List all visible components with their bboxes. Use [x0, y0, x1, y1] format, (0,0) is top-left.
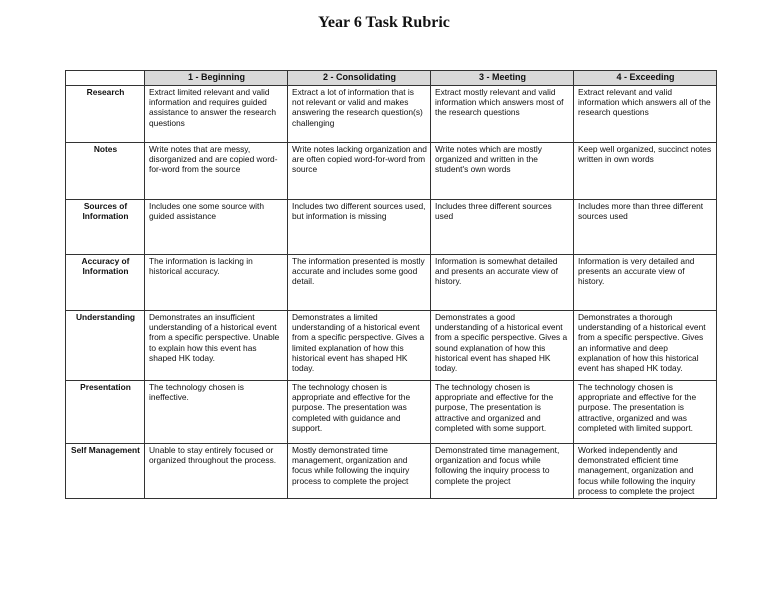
- table-cell: Includes more than three different sources used: [574, 200, 717, 255]
- column-header-meeting: 3 - Meeting: [431, 71, 574, 86]
- column-header-exceeding: 4 - Exceeding: [574, 71, 717, 86]
- table-cell: The technology chosen is ineffective.: [145, 381, 288, 444]
- table-cell: Extract mostly relevant and valid information which answers most of the research questions: [431, 86, 574, 143]
- table-cell: The technology chosen is appropriate and effective for the purpose. The presentation is attractive, organized and was completed with limited support.: [574, 381, 717, 444]
- table-row: [66, 200, 717, 255]
- header-row: [66, 71, 717, 86]
- table-cell: Demonstrates a limited understanding of a historical event from a specific perspective. Gives a limited explanation of how this historical event has shaped HK today.: [288, 311, 431, 381]
- table-cell: Includes two different sources used, but information is missing: [288, 200, 431, 255]
- table-cell: Write notes lacking organization and are often copied word-for-word from source: [288, 143, 431, 200]
- table-cell: Demonstrates a thorough understanding of a historical event from a specific perspective. Gives an informative and deep explanation of how this historical event has shaped HK today.: [574, 311, 717, 381]
- table-cell: Information is somewhat detailed and presents an accurate view of history.: [431, 255, 574, 311]
- table-cell: Extract limited relevant and valid information and requires guided assistance to answer the research questions: [145, 86, 288, 143]
- table-cell: Keep well organized, succinct notes written in own words: [574, 143, 717, 200]
- table-cell: Includes one some source with guided assistance: [145, 200, 288, 255]
- column-header-consolidating: 2 - Consolidating: [288, 71, 431, 86]
- header-corner: [66, 71, 145, 86]
- table-cell: Information is very detailed and presents an accurate view of history.: [574, 255, 717, 311]
- table-row: [66, 143, 717, 200]
- table-cell: The information is lacking in historical accuracy.: [145, 255, 288, 311]
- table-row: [66, 311, 717, 381]
- row-header-accuracy-of-information: Accuracy of Information: [66, 255, 145, 311]
- row-header-self-management: Self Management: [66, 444, 145, 499]
- page-title: Year 6 Task Rubric: [318, 14, 450, 31]
- table-cell: Write notes which are mostly organized and written in the student's own words: [431, 143, 574, 200]
- table-cell: Extract a lot of information that is not relevant or valid and makes answering the research question(s) challenging: [288, 86, 431, 143]
- table-cell: Includes three different sources used: [431, 200, 574, 255]
- table-row: [66, 255, 717, 311]
- table-row: [66, 381, 717, 444]
- table-cell: Write notes that are messy, disorganized and are copied word-for-word from the source: [145, 143, 288, 200]
- table-cell: Mostly demonstrated time management, organization and focus while following the inquiry process to complete the project: [288, 444, 431, 499]
- table-cell: Worked independently and demonstrated efficient time management, organization and focus while following the inquiry process to complete the project: [574, 444, 717, 499]
- row-header-sources-of-information: Sources of Information: [66, 200, 145, 255]
- column-header-beginning: 1 - Beginning: [145, 71, 288, 86]
- row-header-presentation: Presentation: [66, 381, 145, 444]
- table-cell: Extract relevant and valid information which answers all of the research questions: [574, 86, 717, 143]
- table-row: [66, 444, 717, 499]
- rubric-table: [65, 70, 717, 499]
- row-header-research: Research: [66, 86, 145, 143]
- row-header-understanding: Understanding: [66, 311, 145, 381]
- table-cell: The information presented is mostly accurate and includes some good detail.: [288, 255, 431, 311]
- table-cell: The technology chosen is appropriate and effective for the purpose. The presentation was completed with guidance and support.: [288, 381, 431, 444]
- table-cell: Demonstrated time management, organization and focus while following the inquiry process to complete the project: [431, 444, 574, 499]
- table-row: [66, 86, 717, 143]
- table-cell: Demonstrates a good understanding of a historical event from a specific perspective. Gives a sound explanation of how this historical event has shaped HK today.: [431, 311, 574, 381]
- table-cell: Unable to stay entirely focused or organized throughout the process.: [145, 444, 288, 499]
- row-header-notes: Notes: [66, 143, 145, 200]
- table-cell: The technology chosen is appropriate and effective for the purpose, The presentation is attractive and organized and completed with some support.: [431, 381, 574, 444]
- table-cell: Demonstrates an insufficient understanding of a historical event from a specific perspective. Unable to explain how this event has shaped HK today.: [145, 311, 288, 381]
